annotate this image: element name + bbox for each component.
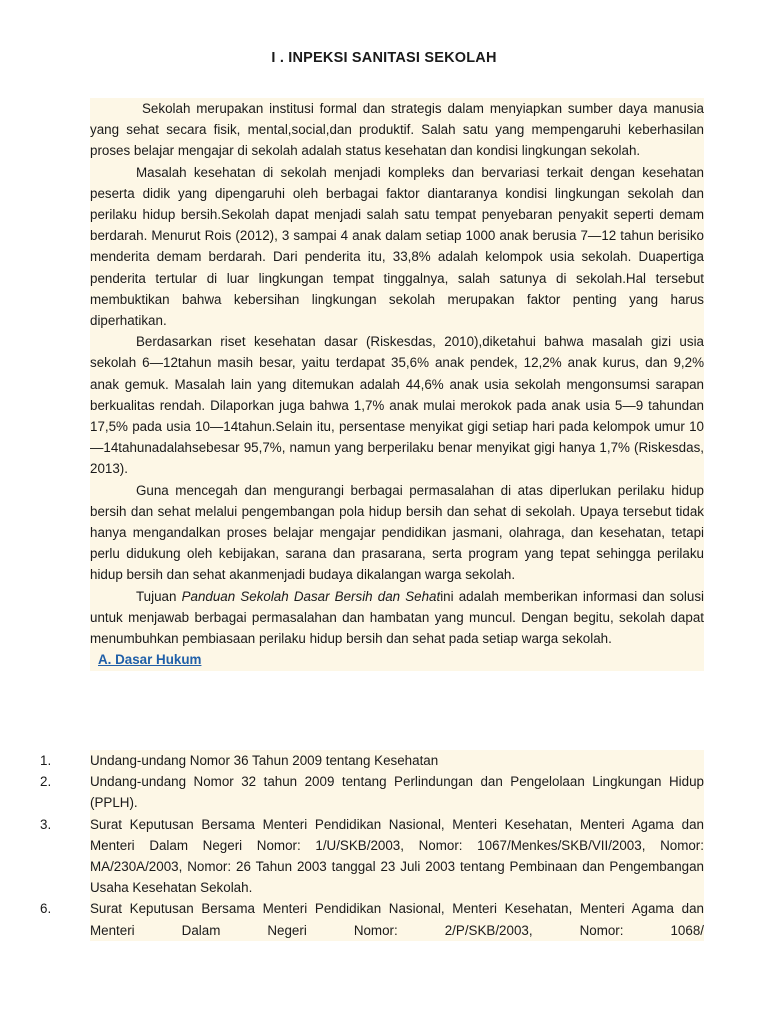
list-number: 6. — [40, 898, 80, 919]
list-text: Surat Keputusan Bersama Menteri Pendidikan Nasional, Menteri Kesehatan, Menteri Agama dan Menteri Dalam Negeri Nomor: 1/U/SKB/2003, Nomor: 1067/Menkes/SKB/VII/2003, Nomor: MA/230A/2003, Nomor: 26 Tahun 2003 tanggal 23 Juli 2003 tentang Pembinaan dan Pengembangan Usaha Kesehatan Sekolah. — [90, 814, 704, 899]
list-number: 1. — [40, 750, 80, 771]
list-item — [0, 898, 768, 940]
list-text: Undang-undang Nomor 32 tahun 2009 tentang Perlindungan dan Pengelolaan Lingkungan Hidup (PPLH). — [90, 771, 704, 813]
body-text — [90, 98, 704, 671]
list-item — [0, 814, 768, 899]
document-title: I . INPEKSI SANITASI SEKOLAH — [271, 50, 497, 66]
list-item — [0, 750, 768, 771]
paragraph-2: Masalah kesehatan di sekolah menjadi kompleks dan bervariasi terkait dengan kesehatan peserta didik yang dipengaruhi oleh berbagai faktor diantaranya kondisi lingkungan sekolah dan perilaku hidup bersih.Sekolah dapat menjadi salah satu tempat penyebaran penyakit seperti demam berdarah. Menurut Rois (2012), 3 sampai 4 anak dalam setiap 1000 anak berusia 7—12 tahun berisiko menderita demam berdarah. Dari penderita itu, 33,8% adalah kelompok usia sekolah. Duapertiga penderita tertular di luar lingkungan tempat tinggalnya, salah satunya di sekolah.Hal tersebut membuktikan bahwa kebersihan lingkungan sekolah merupakan faktor penting yang harus diperhatikan. — [90, 164, 704, 329]
paragraph-5-start: Tujuan — [136, 588, 182, 604]
paragraph-4: Guna mencegah dan mengurangi berbagai permasalahan di atas diperlukan perilaku hidup bersih dan sehat melalui pengembangan pola hidup bersih dan sehat di sekolah. Upaya tersebut tidak hanya mengandalkan proses belajar mengajar pendidikan jasmani, olahraga, dan kesehatan, tetapi perlu didukung oleh kebijakan, sarana dan prasarana, serta program yang tepat sehingga perilaku hidup bersih dan sehat akanmenjadi budaya dikalangan warga sekolah. — [90, 482, 704, 583]
list-number: 2. — [40, 771, 80, 792]
dasar-hukum-link[interactable]: A. Dasar Hukum — [98, 652, 202, 668]
paragraph-5 — [90, 586, 704, 650]
list-item — [0, 771, 768, 813]
list-text: Surat Keputusan Bersama Menteri Pendidikan Nasional, Menteri Kesehatan, Menteri Agama dan Menteri Dalam Negeri Nomor: 2/P/SKB/2003, Nomor: 1068/ — [90, 898, 704, 940]
paragraph-1: Sekolah merupakan institusi formal dan strategis dalam menyiapkan sumber daya manusia yang sehat secara fisik, mental,social,dan produktif. Salah satu yang mempengaruhi keberhasilan proses belajar mengajar di sekolah adalah status kesehatan dan kondisi lingkungan sekolah. — [90, 101, 704, 159]
paragraph-3: Berdasarkan riset kesehatan dasar (Riskesdas, 2010),diketahui bahwa masalah gizi usia sekolah 6—12tahun masih besar, yaitu terdapat 35,6% anak pendek, 12,2% anak kurus, dan 9,2% anak gemuk. Masalah lain yang ditemukan adalah 44,6% anak usia sekolah mengonsumsi sarapan berkualitas rendah. Dilaporkan juga bahwa 1,7% anak mulai merokok pada anak usia 5—9 tahundan 17,5% pada usia 10—14tahun.Selain itu, persentase menyikat gigi setiap hari pada kelompok umur 10—14tahunadalahsebesar 95,7%, namun yang berperilaku benar menyikat gigi hanya 1,7% (Riskesdas, 2013). — [90, 334, 704, 477]
list-number: 3. — [40, 814, 80, 835]
section-heading — [90, 649, 704, 671]
paragraph-5-end: ini adalah memberikan informasi dan solusi untuk menjawab berbagai permasalahan dan hambatan yang muncul. Dengan begitu, sekolah dapat menumbuhkan pembiasaan perilaku hidup bersih dan sehat pada setiap warga sekolah. — [90, 588, 704, 647]
legal-basis-list — [0, 750, 768, 941]
list-text: Undang-undang Nomor 36 Tahun 2009 tentang Kesehatan — [90, 750, 704, 771]
guide-title-italic: Panduan Sekolah Dasar Bersih dan Sehat — [181, 588, 441, 604]
